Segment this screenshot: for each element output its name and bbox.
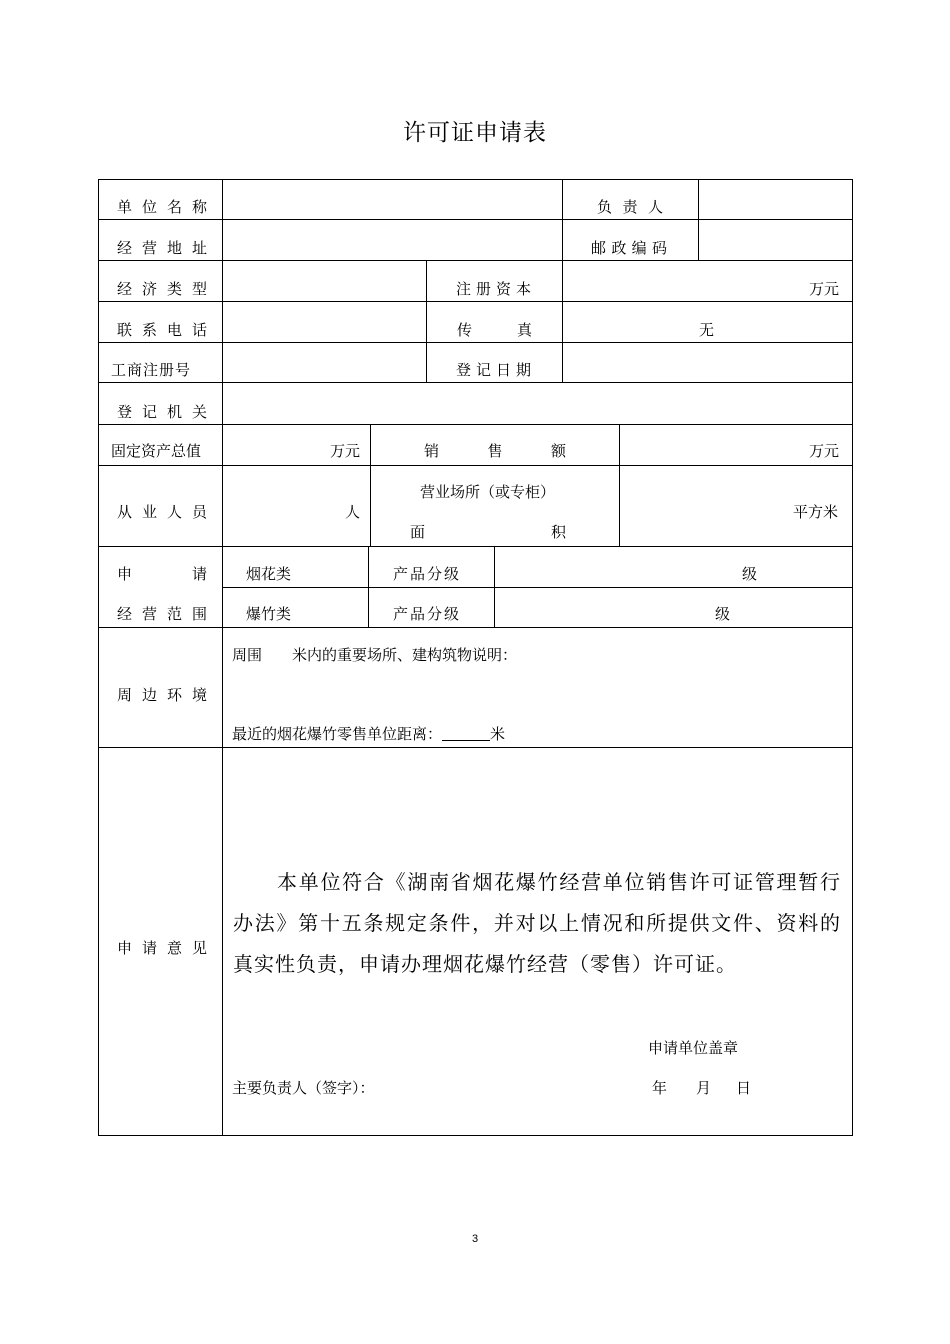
stamp-label: 申请单位盖章 — [648, 1039, 739, 1057]
row-divider — [98, 424, 853, 425]
page-number: 3 — [471, 1233, 479, 1245]
label-scope-line2: 经 营 范 围 — [117, 605, 207, 623]
label-unit-name: 单 位 名 称 — [117, 198, 207, 216]
label-phone: 联 系 电 话 — [117, 321, 207, 339]
col-divider — [562, 179, 563, 260]
row-divider — [98, 301, 853, 302]
label-firecrackers: 爆竹类 — [246, 605, 292, 623]
declaration-text: 本单位符合《湖南省烟花爆竹经营单位销售许可证管理暂行办法》第十五条规定条件，并对以上情况和所提供文件、资料的真实性负责，申请办理烟花爆竹经营（零售）许可证。 — [233, 870, 841, 976]
sales-unit: 万元 — [809, 442, 840, 460]
label-grade-firecrackers: 产品分级 — [393, 605, 462, 623]
label-sales: 销 售 额 — [424, 442, 566, 460]
distance-unit: 米 — [490, 725, 506, 743]
row-divider — [98, 219, 853, 220]
row-divider — [98, 627, 853, 628]
label-postal-code: 邮 政 编 码 — [591, 239, 667, 257]
label-business-address: 经 营 地 址 — [117, 239, 207, 257]
distance-blank — [442, 724, 490, 741]
environment-description: 周围 米内的重要场所、建构筑物说明： — [232, 646, 518, 664]
col-divider — [619, 424, 620, 546]
date-month: 月 — [696, 1079, 712, 1097]
col-divider — [698, 179, 699, 260]
label-premises-line2: 面 积 — [410, 523, 566, 541]
col-divider — [426, 260, 427, 382]
label-premises-line1: 营业场所（或专柜） — [420, 483, 556, 501]
signature-label: 主要负责人（签字）： — [232, 1079, 375, 1097]
registered-capital-unit: 万元 — [809, 280, 840, 298]
grade-unit-firecrackers: 级 — [715, 605, 731, 623]
employees-unit: 人 — [345, 503, 361, 521]
label-environment: 周 边 环 境 — [117, 686, 207, 704]
col-divider — [370, 424, 371, 546]
label-reg-date: 登 记 日 期 — [456, 361, 531, 379]
row-divider — [98, 546, 853, 547]
date-year: 年 — [652, 1079, 668, 1097]
label-registered-capital: 注 册 资 本 — [456, 280, 531, 298]
label-opinion: 申 请 意 见 — [117, 939, 207, 957]
row-divider — [98, 465, 853, 466]
label-person-in-charge: 负 责 人 — [597, 198, 663, 216]
label-grade-fireworks: 产品分级 — [393, 565, 462, 583]
row-divider — [98, 260, 853, 261]
label-employees: 从 业 人 员 — [117, 503, 207, 521]
row-divider — [98, 747, 853, 748]
area-unit: 平方米 — [793, 503, 839, 521]
grade-unit-fireworks: 级 — [742, 565, 758, 583]
form-title: 许可证申请表 — [403, 120, 547, 146]
label-economic-type: 经 济 类 型 — [117, 280, 207, 298]
col-divider — [222, 179, 223, 1136]
fixed-assets-unit: 万元 — [330, 442, 361, 460]
date-day: 日 — [736, 1079, 752, 1097]
fax-value: 无 — [699, 321, 715, 339]
label-reg-authority: 登 记 机 关 — [117, 403, 207, 421]
label-scope-line1: 申 请 — [117, 565, 207, 583]
col-divider — [494, 546, 495, 627]
label-fixed-assets: 固定资产总值 — [111, 442, 202, 460]
col-divider — [562, 260, 563, 382]
distance-prefix: 最近的烟花爆竹零售单位距离： — [232, 725, 443, 743]
row-divider — [98, 382, 853, 383]
col-divider — [368, 546, 369, 627]
row-divider — [222, 587, 853, 588]
label-business-reg-no: 工商注册号 — [111, 361, 192, 379]
row-divider — [98, 342, 853, 343]
label-fax: 传 真 — [457, 321, 532, 339]
label-fireworks: 烟花类 — [246, 565, 292, 583]
nearest-retailer-distance — [232, 724, 505, 744]
